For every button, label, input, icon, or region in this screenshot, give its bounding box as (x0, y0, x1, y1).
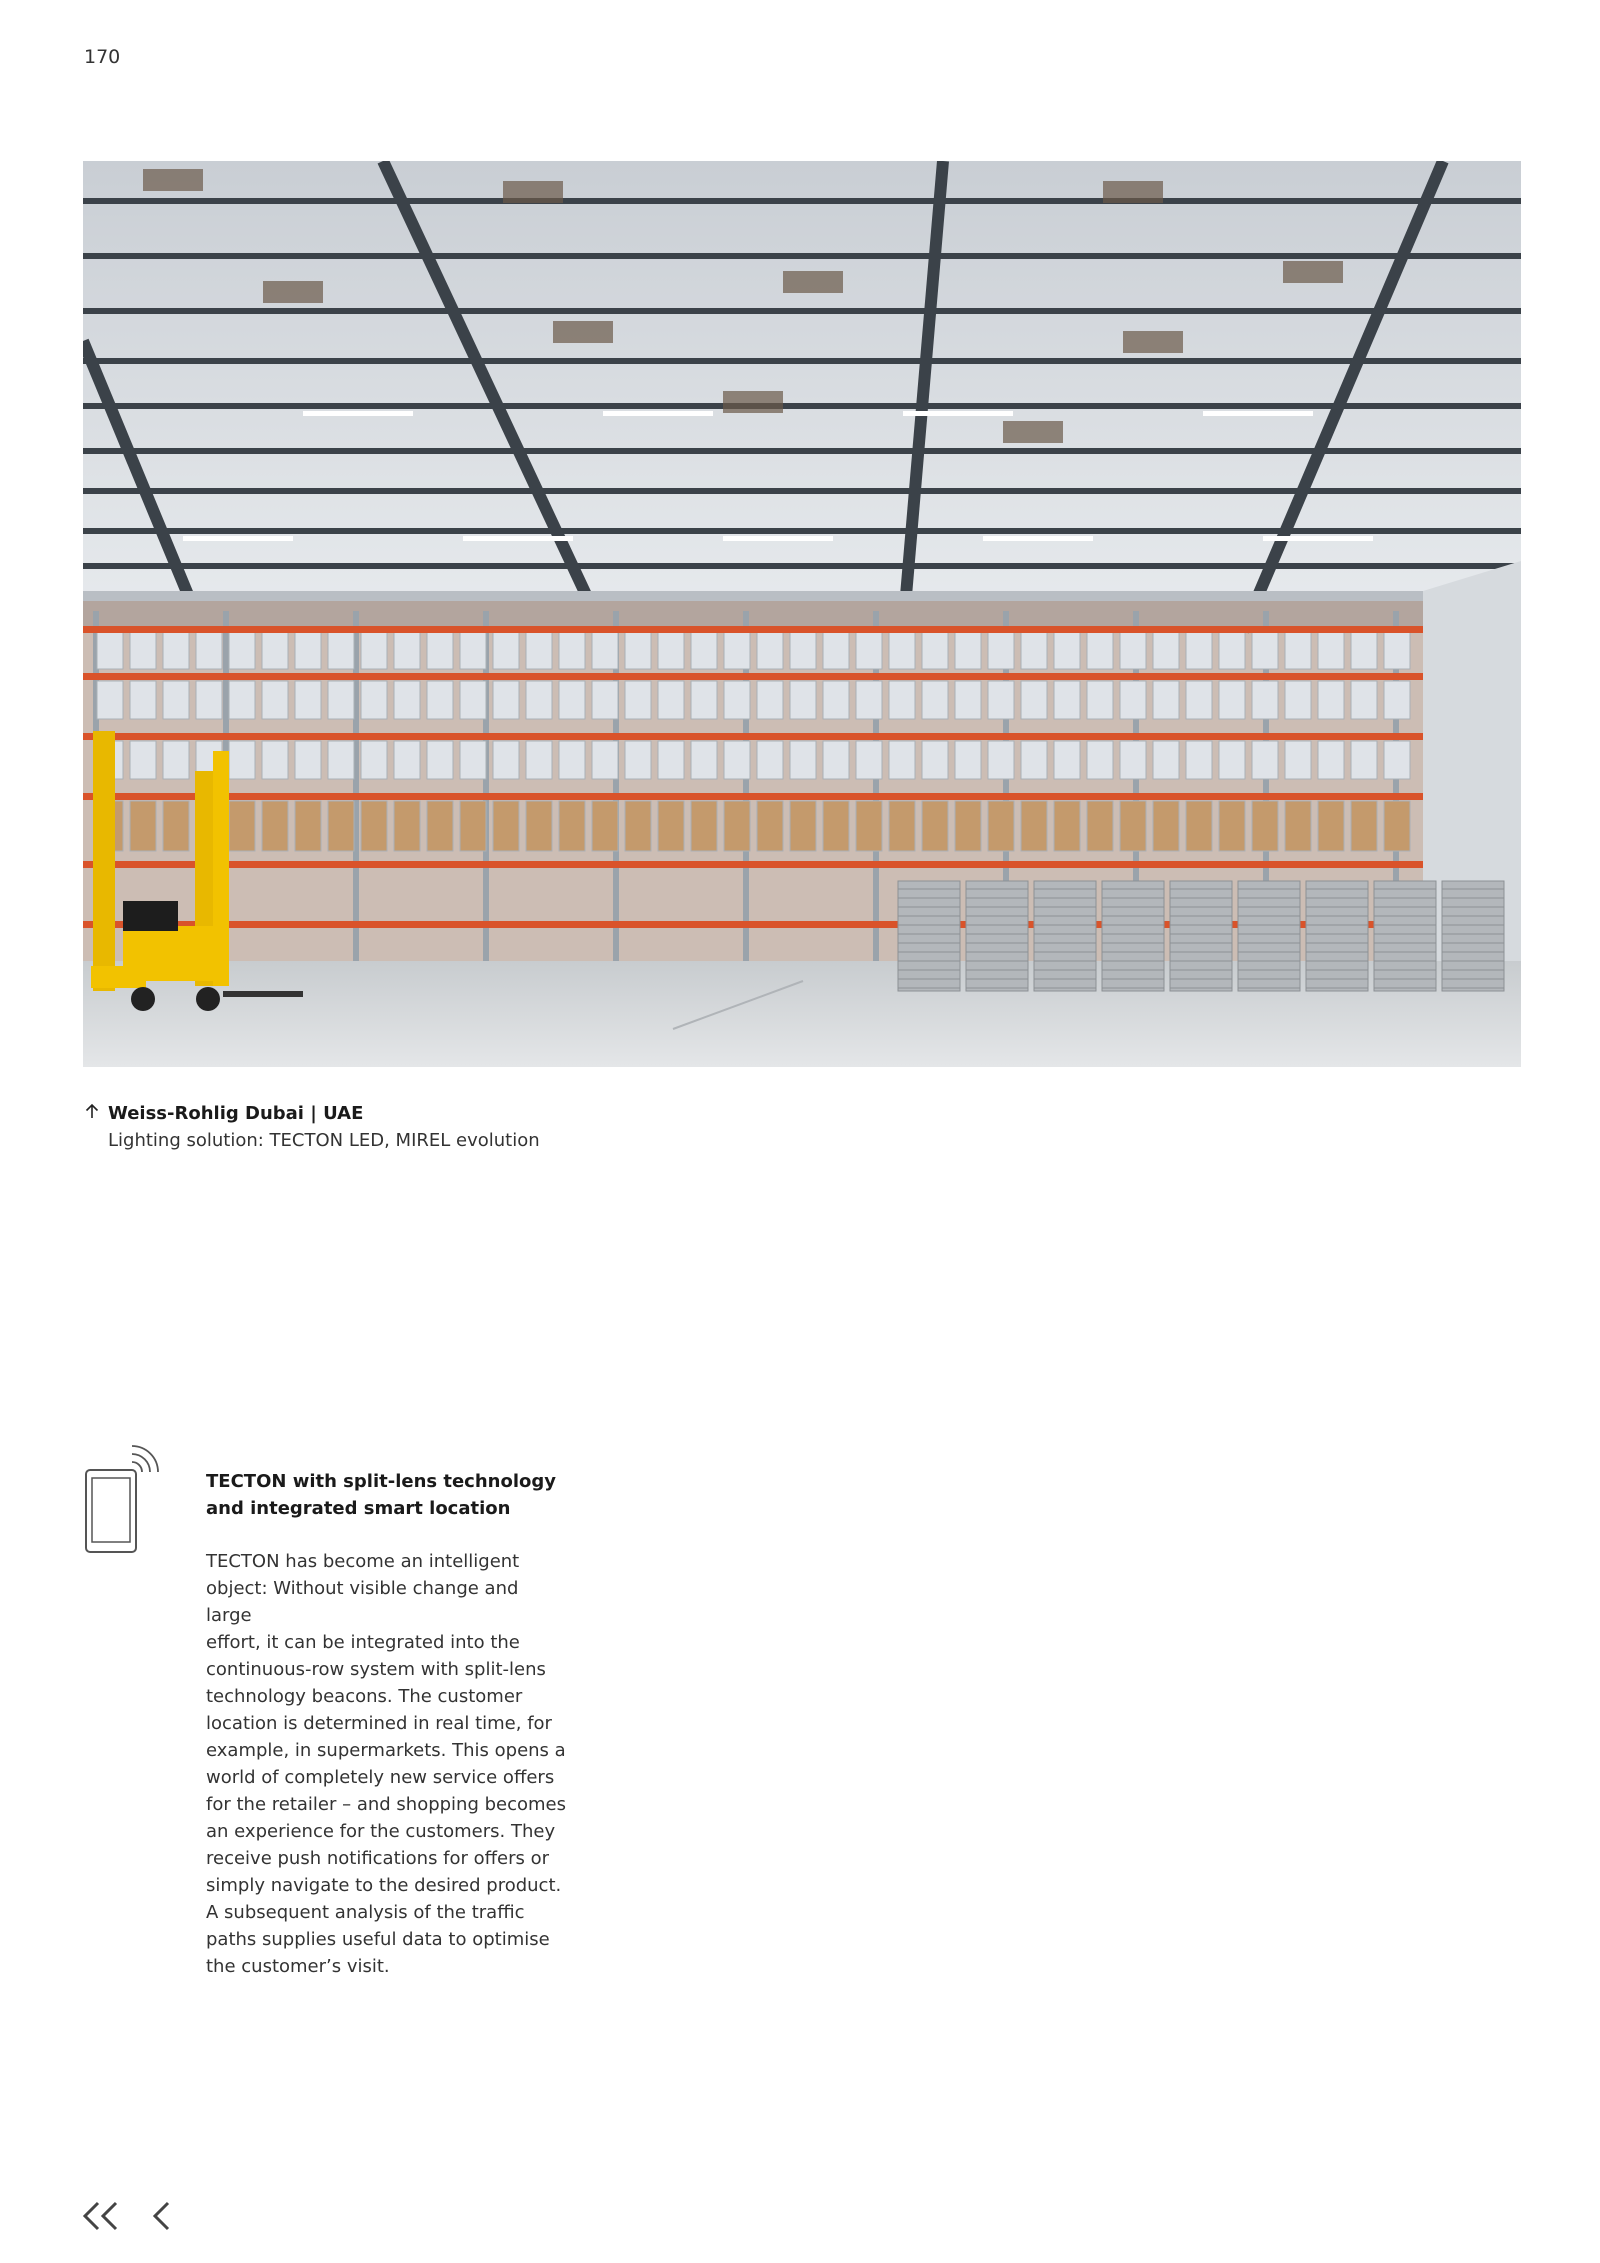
body-line: world of completely new service offers (206, 1767, 555, 1788)
feature-body (206, 1548, 566, 1980)
body-line: paths supplies useful data to optimise (206, 1929, 550, 1950)
body-line: the customer’s visit. (206, 1956, 390, 1977)
body-line: an experience for the customers. They (206, 1821, 556, 1842)
tablet-signal-icon (80, 1442, 170, 1576)
ceiling (83, 161, 1521, 631)
body-line: A subsequent analysis of the traffic (206, 1902, 525, 1923)
page-number: 170 (84, 46, 121, 68)
body-line: location is determined in real time, for (206, 1713, 552, 1734)
warehouse-illustration (83, 161, 1521, 1067)
body-line: technology beacons. The customer (206, 1686, 523, 1707)
body-line: example, in supermarkets. This opens a (206, 1740, 566, 1761)
body-line: continuous-row system with split-lens (206, 1659, 546, 1680)
page-navigation (80, 2200, 174, 2236)
floor (83, 961, 1521, 1067)
photo-caption (84, 1100, 540, 1154)
chevron-left-icon[interactable] (150, 2200, 174, 2236)
body-line: for the retailer – and shopping becomes (206, 1794, 567, 1815)
arrow-up-icon (84, 1100, 108, 1127)
body-line: effort, it can be integrated into the (206, 1632, 520, 1653)
feature-title-line: TECTON with split-lens technology (206, 1471, 556, 1492)
caption-title: Weiss-Rohlig Dubai | UAE (108, 1103, 364, 1124)
warehouse-photo (83, 161, 1521, 1067)
body-line: simply navigate to the desired product. (206, 1875, 562, 1896)
body-line: receive push notifications for offers or (206, 1848, 550, 1869)
body-line: TECTON has become an intelligent (206, 1551, 520, 1572)
feature-title (206, 1468, 566, 1522)
body-line: object: Without visible change and large (206, 1578, 519, 1626)
caption-subtitle: Lighting solution: TECTON LED, MIREL evolution (108, 1130, 540, 1151)
feature-title-line: and integrated smart location (206, 1498, 511, 1519)
double-chevron-left-icon[interactable] (80, 2200, 124, 2236)
